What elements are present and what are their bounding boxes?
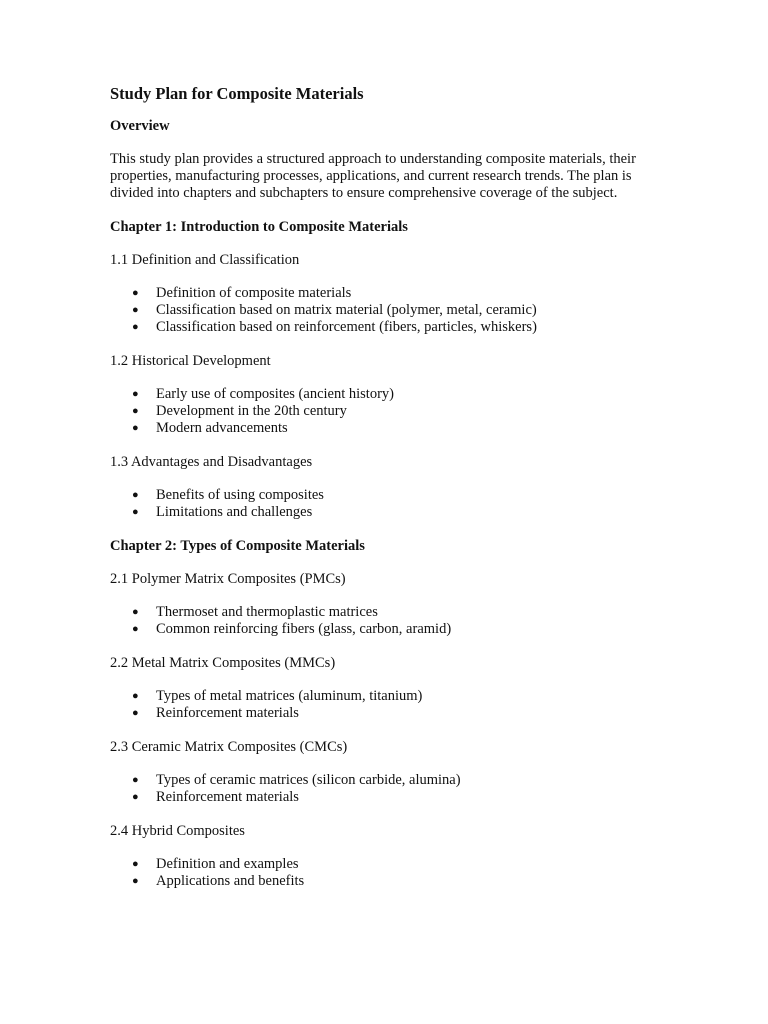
list-item-text: Classification based on reinforcement (fibers, particles, whiskers) [156,319,537,335]
section-title: 2.4 Hybrid Composites [110,823,245,839]
list-item [110,319,670,336]
bullet-list [110,856,670,890]
chapters-container [110,219,670,890]
bullet-list [110,386,670,437]
chapter-heading: Chapter 2: Types of Composite Materials [110,538,365,554]
bullet-icon: ● [132,506,139,518]
bullet-icon: ● [132,606,139,618]
document-page [110,84,670,907]
list-item [110,604,670,621]
list-item [110,772,670,789]
bullet-icon: ● [132,858,139,870]
list-item-text: Early use of composites (ancient history) [156,386,394,402]
bullet-list [110,487,670,521]
section-title: 2.1 Polymer Matrix Composites (PMCs) [110,571,346,587]
list-item [110,789,670,806]
section-title: 2.3 Ceramic Matrix Composites (CMCs) [110,739,348,755]
list-item-text: Types of ceramic matrices (silicon carbide, alumina) [156,772,461,788]
bullet-list [110,772,670,806]
list-item-text: Limitations and challenges [156,504,313,520]
bullet-icon: ● [132,422,139,434]
list-item [110,487,670,504]
list-item [110,403,670,420]
list-item-text: Reinforcement materials [156,705,299,721]
list-item [110,705,670,722]
list-item-text: Common reinforcing fibers (glass, carbon, aramid) [156,621,452,637]
list-item [110,386,670,403]
list-item [110,504,670,521]
list-item-text: Benefits of using composites [156,487,324,503]
section-title: 2.2 Metal Matrix Composites (MMCs) [110,655,336,671]
bullet-icon: ● [132,287,139,299]
list-item-text: Definition of composite materials [156,285,352,301]
list-item [110,285,670,302]
bullet-icon: ● [132,321,139,333]
bullet-icon: ● [132,707,139,719]
bullet-list [110,604,670,638]
list-item-text: Applications and benefits [156,873,305,889]
bullet-icon: ● [132,388,139,400]
overview-paragraph: This study plan provides a structured approach to understanding composite materials, their properties, manufacturing processes, applications, and current research trends. The plan is divided into chapters and subchapters to ensure comprehensive coverage of the subject. [110,151,636,201]
list-item [110,621,670,638]
list-item-text: Development in the 20th century [156,403,347,419]
bullet-list [110,285,670,336]
list-item-text: Thermoset and thermoplastic matrices [156,604,378,620]
bullet-icon: ● [132,623,139,635]
list-item [110,873,670,890]
bullet-icon: ● [132,405,139,417]
section-title: 1.3 Advantages and Disadvantages [110,454,313,470]
bullet-icon: ● [132,875,139,887]
list-item-text: Classification based on matrix material (polymer, metal, ceramic) [156,302,537,318]
overview-heading: Overview [110,118,170,134]
list-item [110,856,670,873]
bullet-list [110,688,670,722]
list-item-text: Definition and examples [156,856,299,872]
list-item-text: Modern advancements [156,420,288,436]
document-title: Study Plan for Composite Materials [110,84,364,103]
list-item [110,420,670,437]
list-item-text: Types of metal matrices (aluminum, titanium) [156,688,423,704]
list-item [110,688,670,705]
list-item-text: Reinforcement materials [156,789,299,805]
section-title: 1.1 Definition and Classification [110,252,300,268]
bullet-icon: ● [132,791,139,803]
chapter-heading: Chapter 1: Introduction to Composite Materials [110,219,408,235]
bullet-icon: ● [132,774,139,786]
section-title: 1.2 Historical Development [110,353,271,369]
bullet-icon: ● [132,304,139,316]
bullet-icon: ● [132,690,139,702]
bullet-icon: ● [132,489,139,501]
list-item [110,302,670,319]
